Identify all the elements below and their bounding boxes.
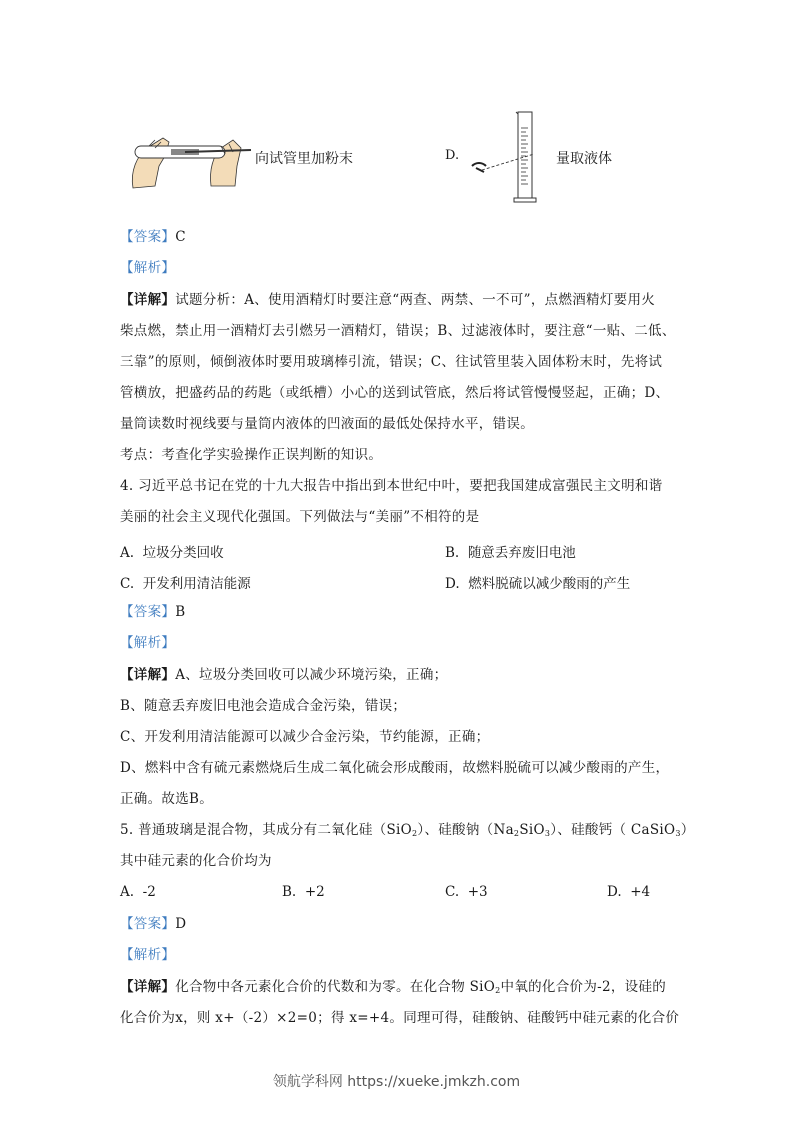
stem-text: 5. 普通玻璃是混合物，其成分有二氧化硅（SiO: [120, 822, 413, 838]
analysis-label: 【解析】: [120, 635, 176, 651]
figure-d-letter: D.: [445, 148, 460, 163]
stem-text: ）、硅酸钙（ CaSiO: [550, 822, 676, 838]
q5-option-a: [120, 884, 156, 900]
option-text: +4: [630, 884, 651, 900]
option-text: -2: [142, 884, 156, 900]
subscript: 3: [675, 829, 681, 838]
q5-option-b: [282, 884, 325, 900]
answer-label: 【答案】: [120, 229, 176, 245]
q4-analysis-line: [120, 634, 175, 652]
stem-text: SiO: [519, 822, 545, 838]
option-text: 燃料脱硫以减少酸雨的产生: [468, 576, 631, 592]
detail-label: 【详解】: [120, 979, 176, 995]
q4-detail-line-4: D、燃料中含有硫元素燃烧后生成二氧化硫会形成酸雨，故燃料脱硫可以减少酸雨的产生，: [120, 760, 670, 776]
option-text: +2: [304, 884, 325, 900]
q4-detail-line-3: C、开发利用清洁能源可以减少合金污染，节约能源，正确；: [120, 729, 490, 745]
option-letter: C.: [445, 884, 460, 900]
option-letter: B.: [282, 884, 297, 900]
q4-answer-line: [120, 603, 185, 621]
option-letter: B.: [445, 545, 460, 561]
detail-text: A、垃圾分类回收可以减少环境污染，正确；: [175, 667, 448, 683]
graduated-cylinder-eye-icon: [470, 108, 560, 208]
q5-analysis-line: [120, 946, 175, 964]
q3-analysis-line: [120, 259, 175, 277]
q3-detail-line-5: 量筒读数时视线要与量筒内液体的凹液面的最低处保持水平，错误。: [120, 416, 534, 432]
option-text: +3: [467, 884, 488, 900]
test-tube-hands-icon: [125, 126, 255, 196]
footer-site-name: 领航学科网: [272, 1074, 343, 1090]
q4-stem-line-2: 美丽的社会主义现代化强国。下列做法与“美丽”不相符的是: [120, 509, 480, 525]
q4-option-c: [120, 572, 251, 592]
q5-answer-line: [120, 915, 186, 933]
option-letter: A.: [120, 884, 135, 900]
q4-detail-line-2: B、随意丢弃废旧电池会造成合金污染，错误；: [120, 698, 407, 714]
detail-label: 【详解】: [120, 667, 176, 683]
subscript: 3: [544, 829, 551, 838]
figure-row: [0, 108, 793, 208]
answer-label: 【答案】: [120, 916, 176, 932]
q3-kaodian: 考点：考查化学实验操作正误判断的知识。: [120, 447, 383, 463]
figure-a-caption: 向试管里加粉末: [255, 151, 353, 167]
q3-detail-line-4: 管横放，把盛药品的药匙（或纸槽）小心的送到试管底，然后将试管慢慢竖起，正确；D、: [120, 385, 670, 401]
option-text: 开发利用清洁能源: [142, 576, 251, 592]
footer-watermark: [0, 1071, 793, 1091]
answer-value: C: [175, 229, 186, 245]
stem-text: ）: [680, 822, 695, 838]
q5-option-c: [445, 884, 488, 900]
analysis-label: 【解析】: [120, 260, 176, 276]
detail-text: 试题分析：A、使用酒精灯时要注意“两查、两禁、一不可”，点燃酒精灯要用火: [175, 292, 656, 308]
subscript: 2: [495, 986, 501, 995]
q5-stem-line-1: [120, 821, 695, 839]
detail-text: 化合物中各元素化合价的代数和为零。在化合物 SiO: [175, 979, 496, 995]
q4-option-a: [120, 541, 224, 561]
option-letter: C.: [120, 576, 135, 592]
q3-answer-line: [120, 228, 186, 246]
detail-text: 中氧的化合价为-2，设硅的: [500, 979, 667, 995]
q5-detail-line-1: [120, 978, 666, 996]
subscript: 2: [412, 829, 418, 838]
option-letter: D.: [445, 576, 460, 592]
detail-label: 【详解】: [120, 292, 176, 308]
q4-option-b: [445, 541, 576, 561]
q4-detail-line-1: [120, 666, 447, 684]
q5-option-d: [607, 884, 650, 900]
subscript: 2: [513, 829, 520, 838]
answer-value: D: [175, 916, 187, 932]
q5-detail-line-2: 化合价为x，则 x+（-2）×2=0；得 x=+4。同理可得，硅酸钠、硅酸钙中硅元素的化合价: [120, 1010, 680, 1026]
stem-text: ）、硅酸钠（Na: [417, 822, 514, 838]
q5-stem-line-2: 其中硅元素的化合价均为: [120, 853, 272, 869]
q4-stem-line-1: 4. 习近平总书记在党的十九大报告中指出到本世纪中叶，要把我国建成富强民主文明和谐: [120, 478, 663, 494]
analysis-label: 【解析】: [120, 947, 176, 963]
q4-option-d: [445, 572, 630, 592]
option-letter: A.: [120, 545, 135, 561]
figure-d-caption: 量取液体: [556, 151, 612, 167]
q3-detail-line-1: [120, 291, 655, 309]
footer-url[interactable]: https://xueke.jmkzh.com: [347, 1074, 521, 1090]
q4-detail-line-5: 正确。故选B。: [120, 791, 214, 807]
q3-detail-line-3: 三靠”的原则，倾倒液体时要用玻璃棒引流，错误；C、往试管里装入固体粉末时，先将试: [120, 354, 663, 370]
answer-value: B: [175, 604, 186, 620]
q3-detail-line-2: 柴点燃，禁止用一酒精灯去引燃另一酒精灯，错误；B、过滤液体时，要注意“一贴、二低、: [120, 323, 676, 339]
answer-label: 【答案】: [120, 604, 176, 620]
option-text: 垃圾分类回收: [142, 545, 224, 561]
option-letter: D.: [607, 884, 622, 900]
option-text: 随意丢弃废旧电池: [467, 545, 576, 561]
